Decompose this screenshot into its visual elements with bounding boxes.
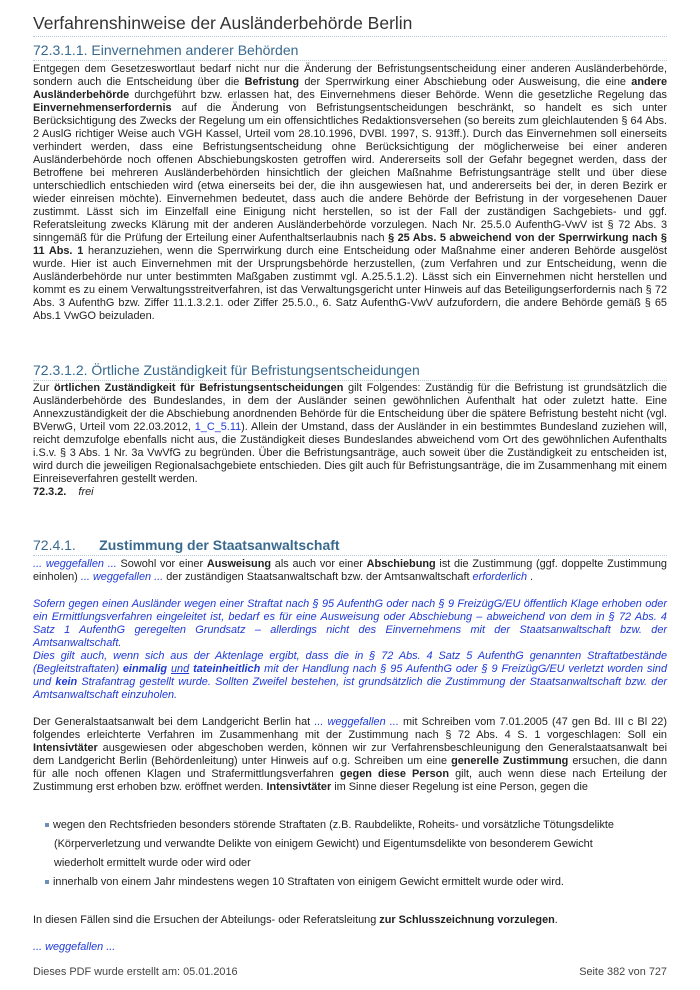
zustimmung-paragraph-5: In diesen Fällen sind die Ersuchen der Abteilungs- oder Referatsleitung zur Schlusszeichnung vorzulegen. <box>33 914 558 926</box>
subsection-text: frei <box>78 486 94 498</box>
bullet-icon <box>45 880 49 884</box>
bullet-icon <box>45 823 49 827</box>
zustimmung-paragraph-2: Sofern gegen einen Ausländer wegen einer Straftat nach § 95 AufenthG oder nach § 9 FreizügG/EU öffentlich Klage erhoben oder ein Ermittlungsverfahren eingeleitet ist, bedarf es für eine Ausweisung oder Abschiebung – abweichend von dem in § 72 Abs. 4 Satz 1 AufenthG geregelten Grundsatz – allerdings nicht des Einvernehmens mit der Staatsanwaltschaft bzw. der Amtsanwaltschaft. <box>33 598 667 649</box>
document-title: Verfahrenshinweise der Ausländerbehörde Berlin <box>33 13 413 33</box>
court-decision-link[interactable]: 1_C_5.11 <box>194 421 242 433</box>
footer-page-number: Seite 382 von 727 <box>579 966 667 978</box>
zustimmung-paragraph-1: ... weggefallen ... Sowohl vor einer Ausweisung als auch vor einer Abschiebung ist die Zustimmung (ggf. doppelte Zustimmung einholen) ... weggefallen ... der zuständigen Staatsanwaltschaft bzw. der Amtsanwaltschaft erforderlich . <box>33 558 667 583</box>
title-divider <box>33 36 667 37</box>
weggefallen-note: ... weggefallen ... <box>33 941 116 953</box>
section-divider <box>33 555 667 556</box>
section-heading-einvernehmen: 72.3.1.1. Einvernehmen anderer Behörden <box>33 42 299 58</box>
section-body-einvernehmen: Entgegen dem Gesetzeswortlaut bedarf nicht nur die Änderung der Befristungsentscheidung einer anderen Ausländerbehörde, sondern auch die Entscheidung über die Befristung der Sperrwirkung einer Abschiebung oder Ausweisung, die eine andere Ausländerbehörde durchgeführt bzw. erlassen hat, des Einvernehmens dieser Behörde. Wenn die gesetzliche Regelung das Einvernehmenserfordernis auf die Änderung von Befristungsentscheidungen beschränkt, so handelt es sich unter Berücksichtigung des Zwecks der Regelung um ein offensichtliches Redaktionsversehen (so bereits zum gleichlautenden § 64 Abs. 2 AuslG richtiger Weise auch VGH Kassel, Urteil vom 28.10.1996, DVBl. 1997, S. 913ff.). Durch das Einvernehmen soll einerseits verhindert werden, dass eine Befristungsentscheidung ohne Berücksichtigung der möglicherweise bei einer anderen Ausländerbehörde noch offenen Abschiebungskosten getroffen wird. Andererseits soll der Gefahr begegnet werden, dass der Betroffene bei mehreren Ausländerbehörden hinsichtlich der gleichen Maßnahme Befristungsanträge stellt und über diese unterschiedlich entschieden wird (etwa einerseits bei der, die ihn ausgewiesen hat, und andererseits bei der, in deren Bezirk er wieder einreisen möchte). Einvernehmen bedeutet, dass auch die andere Behörde der Befristung in der vorgesehenen Dauer zustimmt. Lässt sich im Einzelfall eine Einigung nicht herstellen, so ist der Fall der zuständigen Sachgebiets- und ggf. Referatsleitung zwecks Klärung mit der anderen Ausländerbehörde vorzulegen. Nach Nr. 25.5.0 AufenthG-VwV ist § 72 Abs. 3 sinngemäß für die Prüfung der Erteilung einer Aufenthaltserlaubnis nach § 25 Abs. 5 abweichend von der Sperrwirkung nach § 11 Abs. 1 heranzuziehen, wenn die Sperrwirkung durch eine Entscheidung oder Maßnahme einer anderen Behörde ausgelöst wurde. Hier ist auch Einvernehmen mit der Ursprungsbehörde herzustellen, (zum Verfahren und zur Entscheidung, wenn die Ausländerbehörde nur unter bestimmten Maßgaben zustimmt vgl. A.25.5.1.2). Lässt sich ein Einvernehmen nicht herstellen und kommt es zu einem Verwaltungsstreitverfahren, ist das Verwaltungsgericht unter Hinweis auf das Beteiligungserfordernis nach § 72 Abs. 3 AufenthG bzw. Ziffer 11.1.3.2.1. oder Ziffer 25.5.0., 6. Satz AufenthG-VwV aufzufordern, die andere Behörde gemäß § 65 Abs.1 VwGO beizuladen. <box>33 63 667 322</box>
list-item: wegen den Rechtsfrieden besonders störende Straftaten (z.B. Raubdelikte, Roheits- und vorsätzliche Tötungsdelikte <box>45 819 614 831</box>
section-divider <box>33 380 667 381</box>
section-heading-zustimmung: 72.4.1. Zustimmung der Staatsanwaltschaft <box>33 537 340 553</box>
section-body-oertliche-zustaendigkeit: Zur örtlichen Zuständigkeit für Befristungsentscheidungen gilt Folgendes: Zuständig für die Befristung ist grundsätzlich die Ausländerbehörde des Bundeslandes, in dem der Ausländer seinen gewöhnlichen Aufenthalt hat oder zuletzt hatte. Eine Annexzuständigkeit der die Abschiebung anordnenden Behörde für die Entscheidung über die spätere Befristung besteht nicht (vgl. BVerwG, Urteil vom 22.03.2012, 1_C_5.11). Allein der Umstand, dass der Ausländer in ein bestimmtes Bundesland zuziehen will, reicht demzufolge ebenfalls nicht aus, die Zuständigkeit dieses Bundeslandes abweichend vom Ort des gewöhnlichen Aufenthalts i.S.v. § 3 Abs. 1 Nr. 3a VwVfG zu begründen. Über die Befristungsanträge, auch soweit über die Zuständigkeit zu entscheiden ist, wird durch die jeweiligen Regionalsachgebiete entschieden. Dies gilt auch für Befristungsanträge, die im Zusammenhang mit einem Einreiseverfahren gestellt werden. 72.3.2. frei <box>33 382 667 498</box>
list-item: innerhalb von einem Jahr mindestens wegen 10 Straftaten von einigem Gewicht ermittelt wurde oder wird. <box>45 876 564 888</box>
zustimmung-paragraph-3: Dies gilt auch, wenn sich aus der Aktenlage ergibt, dass die in § 72 Abs. 4 Satz 5 AufenthG genannten Straftatbestände (Begleitstraftaten) einmalig und tateinheitlich mit der Handlung nach § 95 AufenthG oder § 9 FreizügG/EU verletzt worden sind und kein Strafantrag gestellt wurde. Sollten Zweifel bestehen, ist grundsätzlich die Zustimmung der Staatsanwaltschaft bzw. der Amtsanwaltschaft einzuholen. <box>33 650 667 701</box>
subsection-number: 72.3.2. <box>33 486 67 498</box>
section-divider <box>33 60 667 61</box>
footer-created-date: Dieses PDF wurde erstellt am: 05.01.2016 <box>33 966 238 978</box>
zustimmung-paragraph-4: Der Generalstaatsanwalt bei dem Landgericht Berlin hat ... weggefallen ... mit Schreiben vom 7.01.2005 (47 gen Bd. III c Bl 22) folgendes erleichterte Verfahren im Zusammenhang mit der Zustimmung nach § 72 Abs. 4 S. 1 vorgeschlagen: Soll ein Intensivtäter ausgewiesen oder abgeschoben werden, können wir zur Verfahrensbeschleunigung den Generalstaatsanwalt bei dem Landgericht Berlin (Behördenleitung) unter Hinweis auf o.g. Schreiben um eine generelle Zustimmung ersuchen, die dann für alle noch offenen Klagen und Strafermittlungsverfahren gegen diese Person gilt, auch wenn diese nach Erteilung der Zustimmung erst erhoben bzw. eröffnet werden. Intensivtäter im Sinne dieser Regelung ist eine Person, gegen die <box>33 716 668 793</box>
section-heading-oertliche-zustaendigkeit: 72.3.1.2. Örtliche Zuständigkeit für Befristungsentscheidungen <box>33 362 420 378</box>
list-item-continuation: wiederholt ermittelt wurde oder wird oder <box>54 857 251 869</box>
list-item-continuation: (Körperverletzung und verwandte Delikte von einigem Gewicht) und Eigentumsdelikte von besonderem Gewicht <box>54 838 593 850</box>
